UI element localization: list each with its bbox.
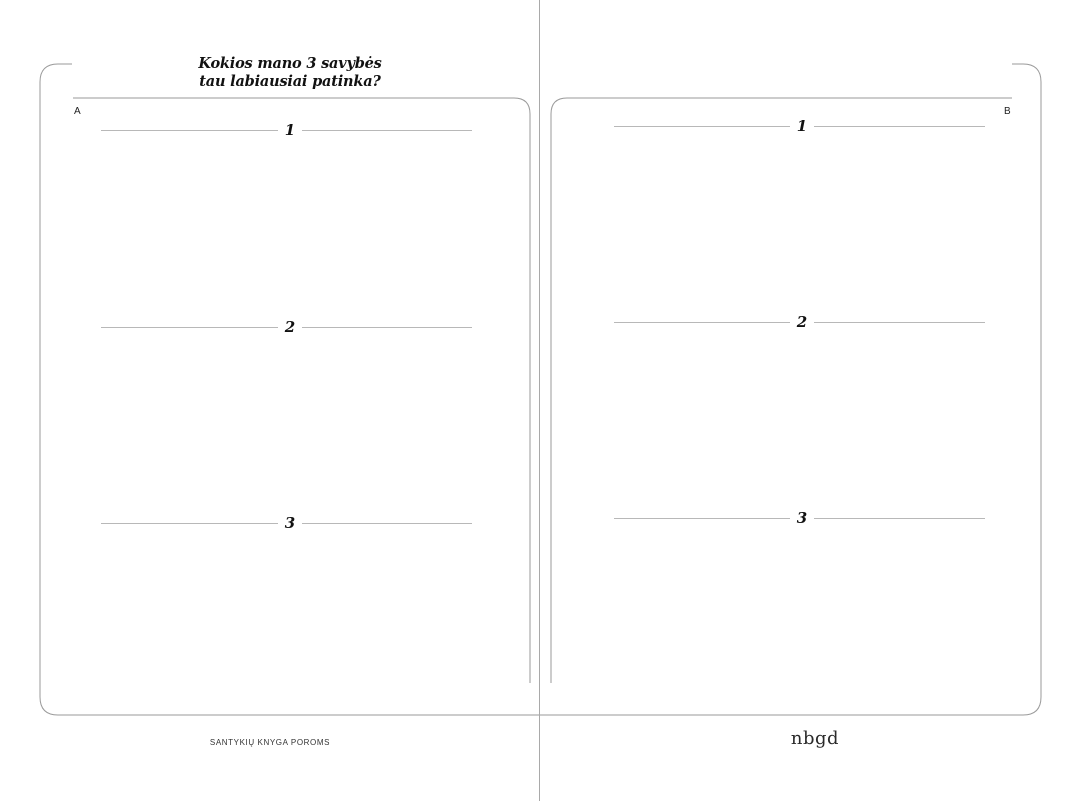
page-question-title [150, 55, 430, 91]
answer-line-left-1[interactable] [101, 121, 472, 139]
answer-line-right-1[interactable] [614, 117, 985, 135]
answer-number: 1 [790, 116, 814, 136]
answer-number: 2 [790, 312, 814, 332]
answer-number: 2 [278, 317, 302, 337]
answer-number: 3 [278, 513, 302, 533]
answer-line-right-2[interactable] [614, 313, 985, 331]
panel-label-b: B [1004, 106, 1011, 117]
answer-line-left-2[interactable] [101, 318, 472, 336]
left-answer-panel-frame [73, 98, 530, 683]
book-spine-gutter [539, 0, 540, 801]
answer-line-left-3[interactable] [101, 514, 472, 532]
publisher-logo: nbgd [790, 728, 840, 749]
footer-book-title: SANTYKIŲ KNYGA POROMS [209, 738, 331, 747]
panel-label-a: A [74, 106, 81, 117]
right-page-outer-frame [540, 64, 1041, 715]
question-line-1: Kokios mano 3 savybės [198, 55, 382, 72]
answer-number: 1 [278, 120, 302, 140]
question-line-2: tau labiausiai patinka? [199, 73, 381, 90]
right-answer-panel-frame [551, 98, 1012, 683]
answer-number: 3 [790, 508, 814, 528]
left-page-outer-frame [40, 64, 540, 715]
answer-line-right-3[interactable] [614, 509, 985, 527]
